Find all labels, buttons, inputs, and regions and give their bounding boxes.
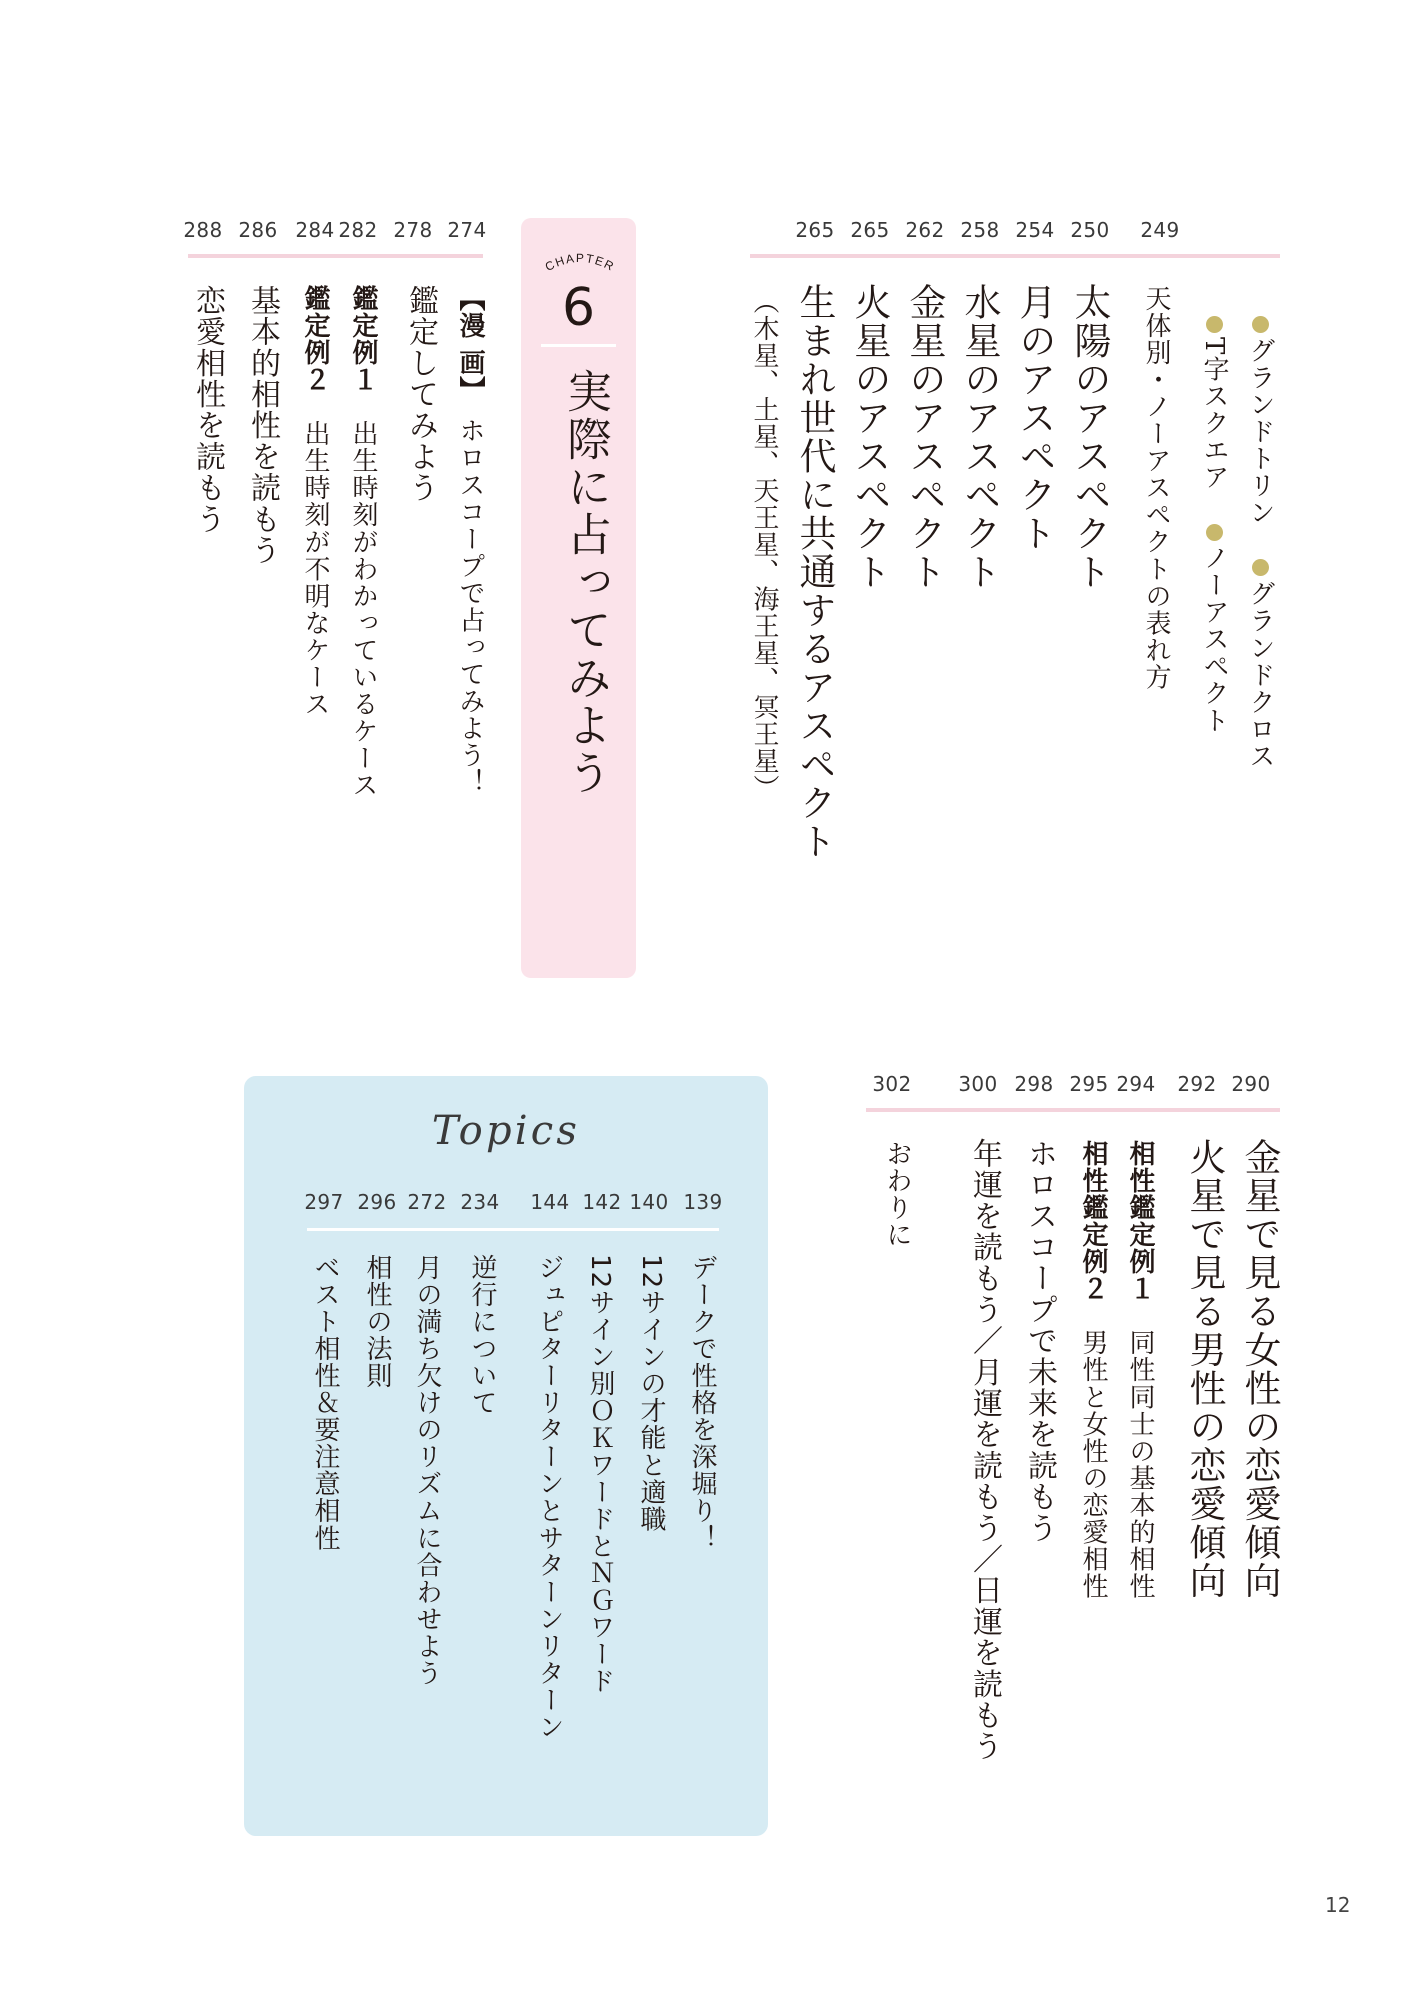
entry-title: ホロスコープで占ってみよう！: [455, 417, 485, 796]
toc-entry[interactable]: 基本的相性を読もう: [245, 285, 280, 566]
toc-entry[interactable]: デークで性格を深堀り！: [687, 1254, 717, 1552]
page-number-label: 295: [1069, 1072, 1109, 1096]
toc-entry[interactable]: 水星のアスペクト: [958, 283, 1001, 591]
page-number-label: 288: [183, 218, 223, 242]
toc-entry[interactable]: ジュピターリターンとサターンリターン: [534, 1254, 564, 1741]
entry-title: 出生時刻がわかっているケース: [348, 420, 378, 799]
page-number-label: 274: [447, 218, 487, 242]
toc-entry[interactable]: 火星で見る男性の恋愛傾向: [1183, 1138, 1226, 1600]
toc-entry[interactable]: 金星で見る女性の恋愛傾向: [1238, 1138, 1281, 1600]
entry-tag: 相性鑑定例２: [1078, 1140, 1108, 1303]
page-number-label: 300: [958, 1072, 998, 1096]
page-number-label: 254: [1015, 218, 1055, 242]
entry-title: 男性と女性の恋愛相性: [1078, 1329, 1108, 1600]
toc-bullet: グランドクロス: [1245, 580, 1275, 770]
divider: [750, 254, 1280, 258]
toc-entry[interactable]: おわりに: [882, 1140, 912, 1249]
svg-text:CHAPTER: [543, 251, 617, 274]
entry-title: 出生時刻が不明なケース: [300, 420, 330, 718]
entry-title: 同性同士の基本的相性: [1125, 1329, 1155, 1600]
toc-entry[interactable]: 太陽のアスペクト: [1068, 283, 1111, 591]
divider: [188, 254, 483, 258]
entry-tag: 相性鑑定例１: [1125, 1140, 1155, 1303]
page-number-label: 294: [1116, 1072, 1156, 1096]
toc-entry[interactable]: 12サイン別ＯＫワードとＮＧワード: [585, 1254, 615, 1695]
toc-entry-note: （木星、土星、天王星、海王星、冥王星）: [749, 288, 779, 802]
toc-bullet: グランドトリン: [1245, 337, 1275, 527]
page-number-label: 282: [338, 218, 378, 242]
bullet-dot-icon: [1206, 316, 1223, 333]
toc-entry[interactable]: 鑑定してみよう: [403, 285, 438, 504]
entry-tag: 【漫 画】: [455, 285, 485, 391]
toc-bullet-column: [1242, 310, 1279, 770]
bullet-dot-icon: [1252, 559, 1269, 576]
toc-entry[interactable]: 月のアスペクト: [1013, 283, 1056, 553]
toc-entry[interactable]: 恋愛相性を読もう: [190, 285, 225, 535]
page-number-label: 144: [530, 1190, 570, 1214]
page-number-label: 286: [238, 218, 278, 242]
page-number-label: 298: [1014, 1072, 1054, 1096]
page-number-label: 284: [295, 218, 335, 242]
toc-entry[interactable]: [452, 285, 489, 796]
toc-bullet: ノーアスペクト: [1199, 544, 1229, 734]
page-number-label: 262: [905, 218, 945, 242]
toc-entry[interactable]: 火星のアスペクト: [848, 283, 891, 591]
page-number: 12: [1325, 1893, 1351, 1917]
chapter-label-arc: [535, 246, 625, 280]
entry-tag: 鑑定例１: [348, 285, 378, 394]
toc-bullet-column: [1196, 310, 1233, 734]
toc-entry[interactable]: 天体別・ノーアスペクトの表れ方: [1141, 285, 1171, 691]
toc-entry[interactable]: 月の満ち欠けのリズムに合わせよう: [412, 1254, 442, 1687]
page-number-label: 272: [407, 1190, 447, 1214]
chapter-divider: [541, 344, 616, 347]
toc-entry[interactable]: [297, 285, 334, 718]
page-number-label: 278: [393, 218, 433, 242]
page-number-label: 140: [629, 1190, 669, 1214]
entry-tag: 鑑定例２: [300, 285, 330, 394]
toc-entry[interactable]: ホロスコープで未来を読もう: [1022, 1138, 1057, 1544]
page-number-label: 234: [460, 1190, 500, 1214]
page-number-label: 296: [357, 1190, 397, 1214]
bullet-dot-icon: [1252, 316, 1269, 333]
page-number-label: 290: [1231, 1072, 1271, 1096]
chapter-title: 実際に占ってみよう: [559, 368, 612, 798]
chapter-number: 6: [561, 278, 596, 338]
toc-entry[interactable]: [345, 285, 382, 799]
page-number-label: 292: [1177, 1072, 1217, 1096]
page-number-label: 250: [1070, 218, 1110, 242]
toc-entry[interactable]: [1122, 1140, 1159, 1600]
divider: [866, 1108, 1280, 1112]
chapter-banner: [521, 218, 636, 978]
bullet-dot-icon: [1206, 524, 1223, 541]
topics-heading: Topics: [431, 1108, 581, 1154]
toc-entry[interactable]: [1075, 1140, 1112, 1600]
toc-bullet: T字スクエア: [1199, 337, 1229, 491]
toc-entry[interactable]: 相性の法則: [362, 1254, 392, 1390]
toc-entry[interactable]: 年運を読もう／月運を読もう／日運を読もう: [967, 1138, 1002, 1762]
page-number-label: 302: [872, 1072, 912, 1096]
chapter-label: CHAPTER: [542, 250, 618, 275]
toc-entry[interactable]: 12サインの才能と適職: [636, 1254, 666, 1533]
page-number-label: 142: [582, 1190, 622, 1214]
page-number-label: 297: [304, 1190, 344, 1214]
page-number-label: 139: [683, 1190, 723, 1214]
page-number-label: 258: [960, 218, 1000, 242]
page-number-label: 265: [795, 218, 835, 242]
toc-entry[interactable]: ベスト相性＆要注意相性: [310, 1254, 340, 1552]
toc-entry[interactable]: 逆行について: [467, 1254, 497, 1417]
topics-panel: [244, 1076, 768, 1836]
page-number-label: 265: [850, 218, 890, 242]
toc-entry[interactable]: 金星のアスペクト: [903, 283, 946, 591]
toc-entry[interactable]: 生まれ世代に共通するアスペクト: [793, 283, 836, 861]
divider: [307, 1228, 719, 1231]
page-number-label: 249: [1140, 218, 1180, 242]
